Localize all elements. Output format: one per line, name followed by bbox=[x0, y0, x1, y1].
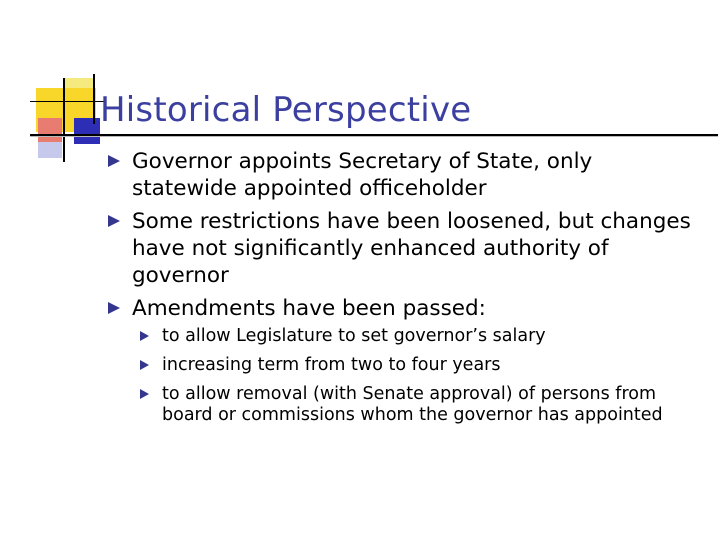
deco-square-lilac bbox=[38, 142, 62, 158]
sub-bullet-arrow-icon bbox=[140, 389, 149, 399]
bullet-arrow-icon bbox=[108, 302, 120, 314]
bullet-text: Some restrictions have been loosened, but changes have not significantly enhanced authority of governor bbox=[132, 209, 691, 288]
list-item bbox=[104, 295, 694, 426]
deco-line-horizontal bbox=[30, 101, 106, 102]
bullet-list bbox=[104, 148, 694, 426]
deco-square-red bbox=[38, 118, 62, 144]
sub-bullet-text: to allow Legislature to set governor’s salary bbox=[162, 326, 546, 346]
sub-list-item bbox=[132, 384, 694, 426]
sub-bullet-text: to allow removal (with Senate approval) of persons from board or commissions whom the governor has appointed bbox=[162, 384, 663, 425]
list-item bbox=[104, 148, 694, 202]
bullet-text: Amendments have been passed: bbox=[132, 296, 486, 321]
list-item bbox=[104, 208, 694, 289]
sub-bullet-arrow-icon bbox=[140, 360, 149, 370]
sub-list-item bbox=[132, 355, 694, 376]
bullet-text: Governor appoints Secretary of State, only statewide appointed officeholder bbox=[132, 149, 593, 201]
deco-square-blue bbox=[74, 118, 100, 144]
deco-line-vertical bbox=[93, 74, 95, 124]
slide-title: Historical Perspective bbox=[100, 90, 472, 130]
deco-line-vertical bbox=[63, 78, 65, 162]
sub-list-item bbox=[132, 326, 694, 347]
sub-bullet-text: increasing term from two to four years bbox=[162, 355, 501, 375]
bullet-arrow-icon bbox=[108, 155, 120, 167]
title-underline-shadow bbox=[30, 136, 718, 137]
sub-bullet-list bbox=[132, 326, 694, 426]
sub-bullet-arrow-icon bbox=[140, 331, 149, 341]
bullet-arrow-icon bbox=[108, 215, 120, 227]
